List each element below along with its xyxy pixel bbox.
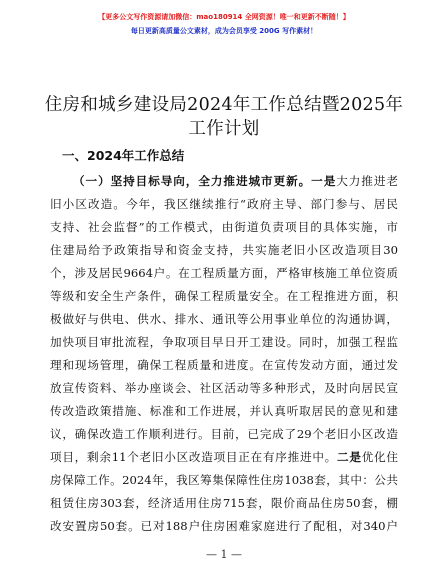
bold-text: 一是 bbox=[311, 174, 337, 188]
body-text: 放宣传资料、举办座谈会、社区活动等多种形式，及时向居民宣 bbox=[50, 381, 398, 395]
paragraph-line bbox=[50, 170, 398, 193]
paragraph-line bbox=[50, 469, 398, 492]
body-text: 改安置房50套。已对188户住房困难家庭进行了配租，对340户 bbox=[50, 519, 398, 533]
body-text: 理和现场管理，确保工程质量和进度。在宣传发动方面，通过发 bbox=[50, 358, 398, 372]
body-text: 极做好与供电、供水、排水、通讯等公用事业单位的沟通协调， bbox=[50, 312, 398, 326]
body-text: 住建局给予政策指导和资金支持，共实施老旧小区改造项目30 bbox=[50, 243, 398, 257]
bold-text: 二是 bbox=[337, 450, 362, 464]
document-body bbox=[50, 170, 398, 538]
paragraph-line bbox=[50, 377, 398, 400]
body-text: 议，确保改造工作顺利进行。目前，已完成了29个老旧小区改造 bbox=[50, 427, 398, 441]
body-text: 优化住 bbox=[361, 450, 398, 464]
promo-banner-line-1[interactable]: 【更多公文写作资源请加微信：mao180914 全网资源！唯一和更新不断随！】 bbox=[98, 13, 350, 21]
body-text: 房保障工作。2024年，我区筹集保障性住房1038套，其中：公共 bbox=[50, 473, 398, 487]
paragraph-line bbox=[50, 285, 398, 308]
paragraph-line bbox=[50, 354, 398, 377]
paragraph-line bbox=[50, 515, 398, 538]
paragraph-line bbox=[50, 262, 398, 285]
paragraph-line bbox=[50, 446, 398, 469]
body-text: 支持、社会监督”的工作模式，由街道负责项目的具体实施，市 bbox=[50, 220, 398, 234]
paragraph-line bbox=[50, 308, 398, 331]
body-text: 旧小区改造。今年，我区继续推行“政府主导、部门参与、居民 bbox=[50, 197, 398, 211]
body-text: 等级和安全生产条件，确保工程质量安全。在工程推进方面，积 bbox=[50, 289, 398, 303]
paragraph-line bbox=[50, 193, 398, 216]
promo-banner bbox=[0, 10, 448, 38]
document-title: 住房和城乡建设局2024年工作总结暨2025年工作计划 bbox=[44, 95, 404, 139]
paragraph-line bbox=[50, 331, 398, 354]
paragraph-line bbox=[50, 423, 398, 446]
body-text: 个，涉及居民9664户。在工程质量方面，严格审核施工单位资质 bbox=[50, 266, 398, 280]
promo-banner-line-2[interactable]: 每日更新高质量公文素材，成为会员享受 200G 写作素材！ bbox=[130, 27, 318, 35]
body-text: 传改造政策措施、标准和工作进展，并认真听取居民的意见和建 bbox=[50, 404, 398, 418]
body-text: 租赁住房303套，经济适用住房715套，限价商品住房50套，棚 bbox=[50, 496, 398, 510]
paragraph-line bbox=[50, 492, 398, 515]
body-text: 大力推进老 bbox=[336, 174, 398, 188]
paragraph-line bbox=[50, 239, 398, 262]
bold-text: （一）坚持目标导向，全力推进城市更新。 bbox=[73, 174, 312, 188]
page-number: — 1 — bbox=[206, 548, 242, 561]
body-text: 加快项目审批流程，争取项目早日开工建设。同时，加强工程监 bbox=[50, 335, 398, 349]
body-text: 项目，剩余11个老旧小区改造项目正在有序推进中。 bbox=[50, 450, 338, 464]
section-heading: 一、2024年工作总结 bbox=[62, 148, 185, 163]
paragraph-line bbox=[50, 216, 398, 239]
paragraph-line bbox=[50, 400, 398, 423]
